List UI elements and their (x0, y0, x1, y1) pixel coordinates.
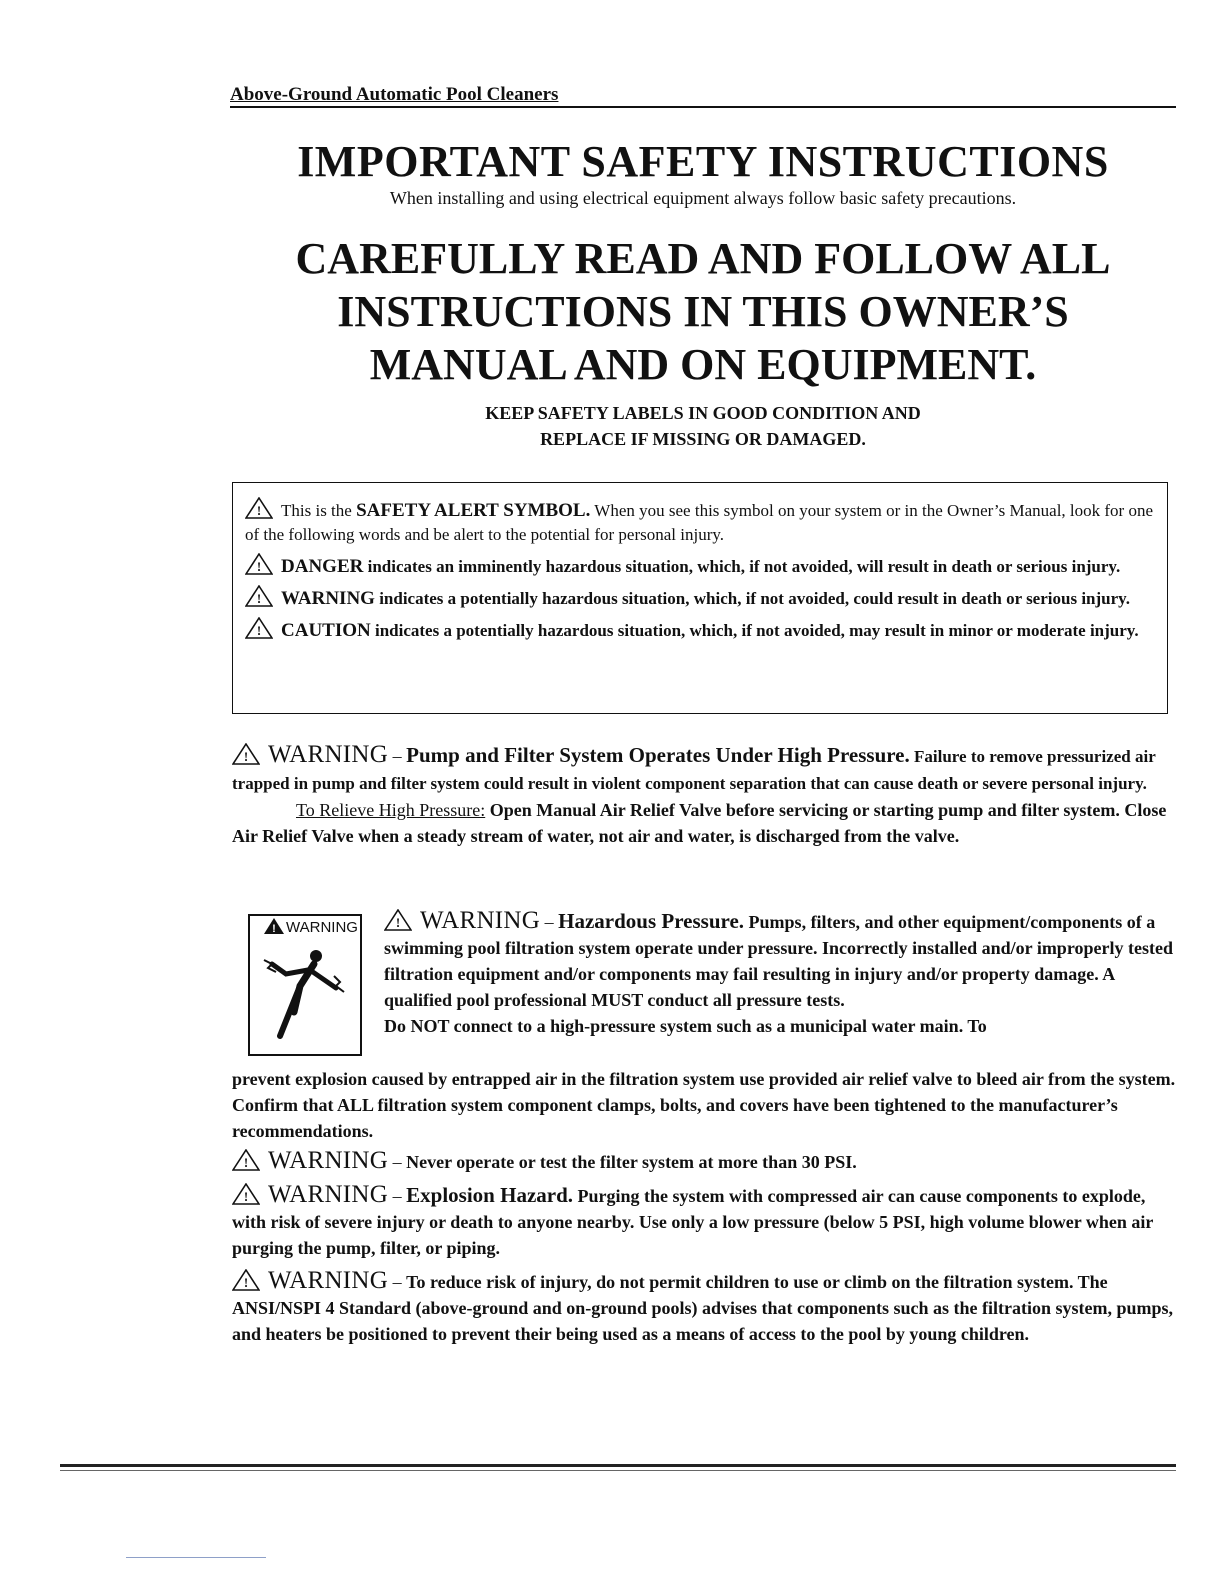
warning-text: Never operate or test the filter system at more than 30 PSI. (406, 1152, 857, 1172)
warning-text: indicates a potentially hazardous situation, which, if not avoided, could result in death or serious injury. (374, 589, 1130, 608)
relieve-pressure-para (232, 797, 1178, 849)
safety-alert-icon (245, 585, 273, 607)
do-not-connect-start: Do NOT connect to a high-pressure system such as a municipal water main. To (384, 1016, 987, 1036)
intro-symbol-name: SAFETY ALERT SYMBOL. (356, 500, 591, 521)
relieve-label: To Relieve High Pressure: (296, 800, 486, 820)
warning-label-graphic (248, 914, 362, 1056)
danger-definition (245, 553, 1155, 579)
warning-text: Failure to remove pressurized air trapped in pump and filter system could result in violent component separation that can cause death or severe personal injury. (232, 747, 1156, 793)
svg-text:!: ! (243, 1155, 249, 1170)
page-subtitle: When installing and using electrical equipment always follow basic safety precautions. (389, 188, 1017, 208)
heading-line-1: CAREFULLY READ AND FOLLOW ALL (295, 234, 1111, 283)
warning-hazardous-pressure (384, 908, 1174, 1039)
svg-text:!: ! (243, 1189, 249, 1204)
warning-word: WARNING (281, 588, 375, 609)
intro-pre: This is the (281, 501, 357, 520)
warning-heading: Pump and Filter System Operates Under High Pressure. (406, 743, 910, 767)
warning-word: WARNING (268, 1147, 389, 1174)
intro-post: When you see this symbol on your system or in the Owner’s Manual, look for one of the following words and be alert to the potential for personal injury. (245, 501, 1154, 544)
safety-alert-icon (245, 617, 273, 639)
section-header: Above-Ground Automatic Pool Cleaners (230, 84, 559, 105)
svg-text:!: ! (243, 749, 249, 764)
dash: – (540, 912, 559, 932)
caution-word: CAUTION (281, 620, 371, 641)
warning-high-pressure-para (232, 742, 1178, 797)
svg-text:!: ! (243, 1275, 249, 1290)
svg-text:!: ! (256, 623, 262, 638)
warning-high-pressure (232, 742, 1178, 849)
dash: – (388, 1186, 407, 1206)
warning-word: WARNING (420, 907, 541, 934)
warning-max-psi (232, 1148, 1178, 1175)
safety-alert-box (232, 482, 1168, 714)
warning-text: Purging the system with compressed air can cause components to explode, with risk of severe injury or death to anyone nearby. Use only a low pressure (below 5 PSI, high volume blower when air purging the pump, filter, or piping. (232, 1186, 1154, 1258)
scan-mark (126, 1557, 266, 1558)
safety-alert-intro (245, 497, 1155, 547)
warning-word: WARNING (268, 1267, 389, 1294)
danger-text: indicates an imminently hazardous situation, which, if not avoided, will result in death or serious injury. (363, 557, 1121, 576)
keep-labels-line-1: KEEP SAFETY LABELS IN GOOD CONDITION AND (485, 403, 921, 423)
warning-text: To reduce risk of injury, do not permit children to use or climb on the filtration system. The ANSI/NSPI 4 Standard (above-ground and on-ground pools) advises that components such as the filtration system, pumps, and heaters be positioned to prevent their being used as a means of access to the pool by young children. (232, 1272, 1174, 1344)
safety-alert-icon (232, 1149, 260, 1171)
read-instructions-heading (230, 232, 1176, 391)
electric-shock-icon (250, 916, 360, 1054)
heading-line-2: INSTRUCTIONS IN THIS OWNER’S (337, 287, 1069, 336)
safety-alert-icon (232, 1183, 260, 1205)
keep-labels-notice (230, 400, 1176, 452)
warning-explosion-hazard (232, 1182, 1178, 1261)
safety-alert-icon (384, 909, 412, 931)
danger-word: DANGER (281, 556, 364, 577)
svg-text:!: ! (256, 591, 262, 606)
icon-label: WARNING (286, 919, 358, 936)
warning-word: WARNING (268, 1181, 389, 1208)
safety-alert-icon (232, 1269, 260, 1291)
footer-rule-thin (60, 1470, 1176, 1471)
svg-text:!: ! (256, 503, 262, 518)
warning-word: WARNING (268, 741, 389, 768)
footer-rule (60, 1464, 1176, 1467)
svg-text:!: ! (272, 923, 276, 935)
keep-labels-line-2: REPLACE IF MISSING OR DAMAGED. (540, 429, 866, 449)
caution-definition (245, 617, 1155, 643)
svg-text:!: ! (256, 559, 262, 574)
dash: – (388, 1272, 407, 1292)
safety-alert-icon (232, 743, 260, 765)
relieve-text: Open Manual Air Relief Valve before servicing or starting pump and filter system. Close Air Relief Valve when a steady stream of water, not air and water, is discharged from the valve. (232, 800, 1167, 846)
page-title: IMPORTANT SAFETY INSTRUCTIONS (297, 137, 1109, 186)
safety-alert-icon (245, 553, 273, 575)
warning-definition (245, 585, 1155, 611)
caution-text: indicates a potentially hazardous situation, which, if not avoided, may result in minor or moderate injury. (370, 621, 1139, 640)
warning-heading: Hazardous Pressure. (558, 909, 745, 933)
safety-alert-icon (245, 497, 273, 519)
heading-line-3: MANUAL AND ON EQUIPMENT. (369, 340, 1037, 389)
warning-children (232, 1268, 1178, 1347)
svg-text:!: ! (395, 915, 401, 930)
warning-text: Pumps, filters, and other equipment/components of a swimming pool filtration system operate under pressure. Incorrectly installed and/or improperly tested filtration equipment and/or components may fail resulting in injury and/or property damage. A qualified pool professional MUST conduct all pressure tests. (384, 912, 1173, 1010)
dash: – (388, 1152, 407, 1172)
warning-hazardous-pressure-continued: prevent explosion caused by entrapped air in the filtration system use provided air relief valve to bleed air from the system. Confirm that ALL filtration system component clamps, bolts, and covers have been tightened to the manufacturer’s recommendations. (232, 1069, 1176, 1141)
dash: – (388, 746, 407, 766)
warning-heading: Explosion Hazard. (406, 1183, 574, 1207)
